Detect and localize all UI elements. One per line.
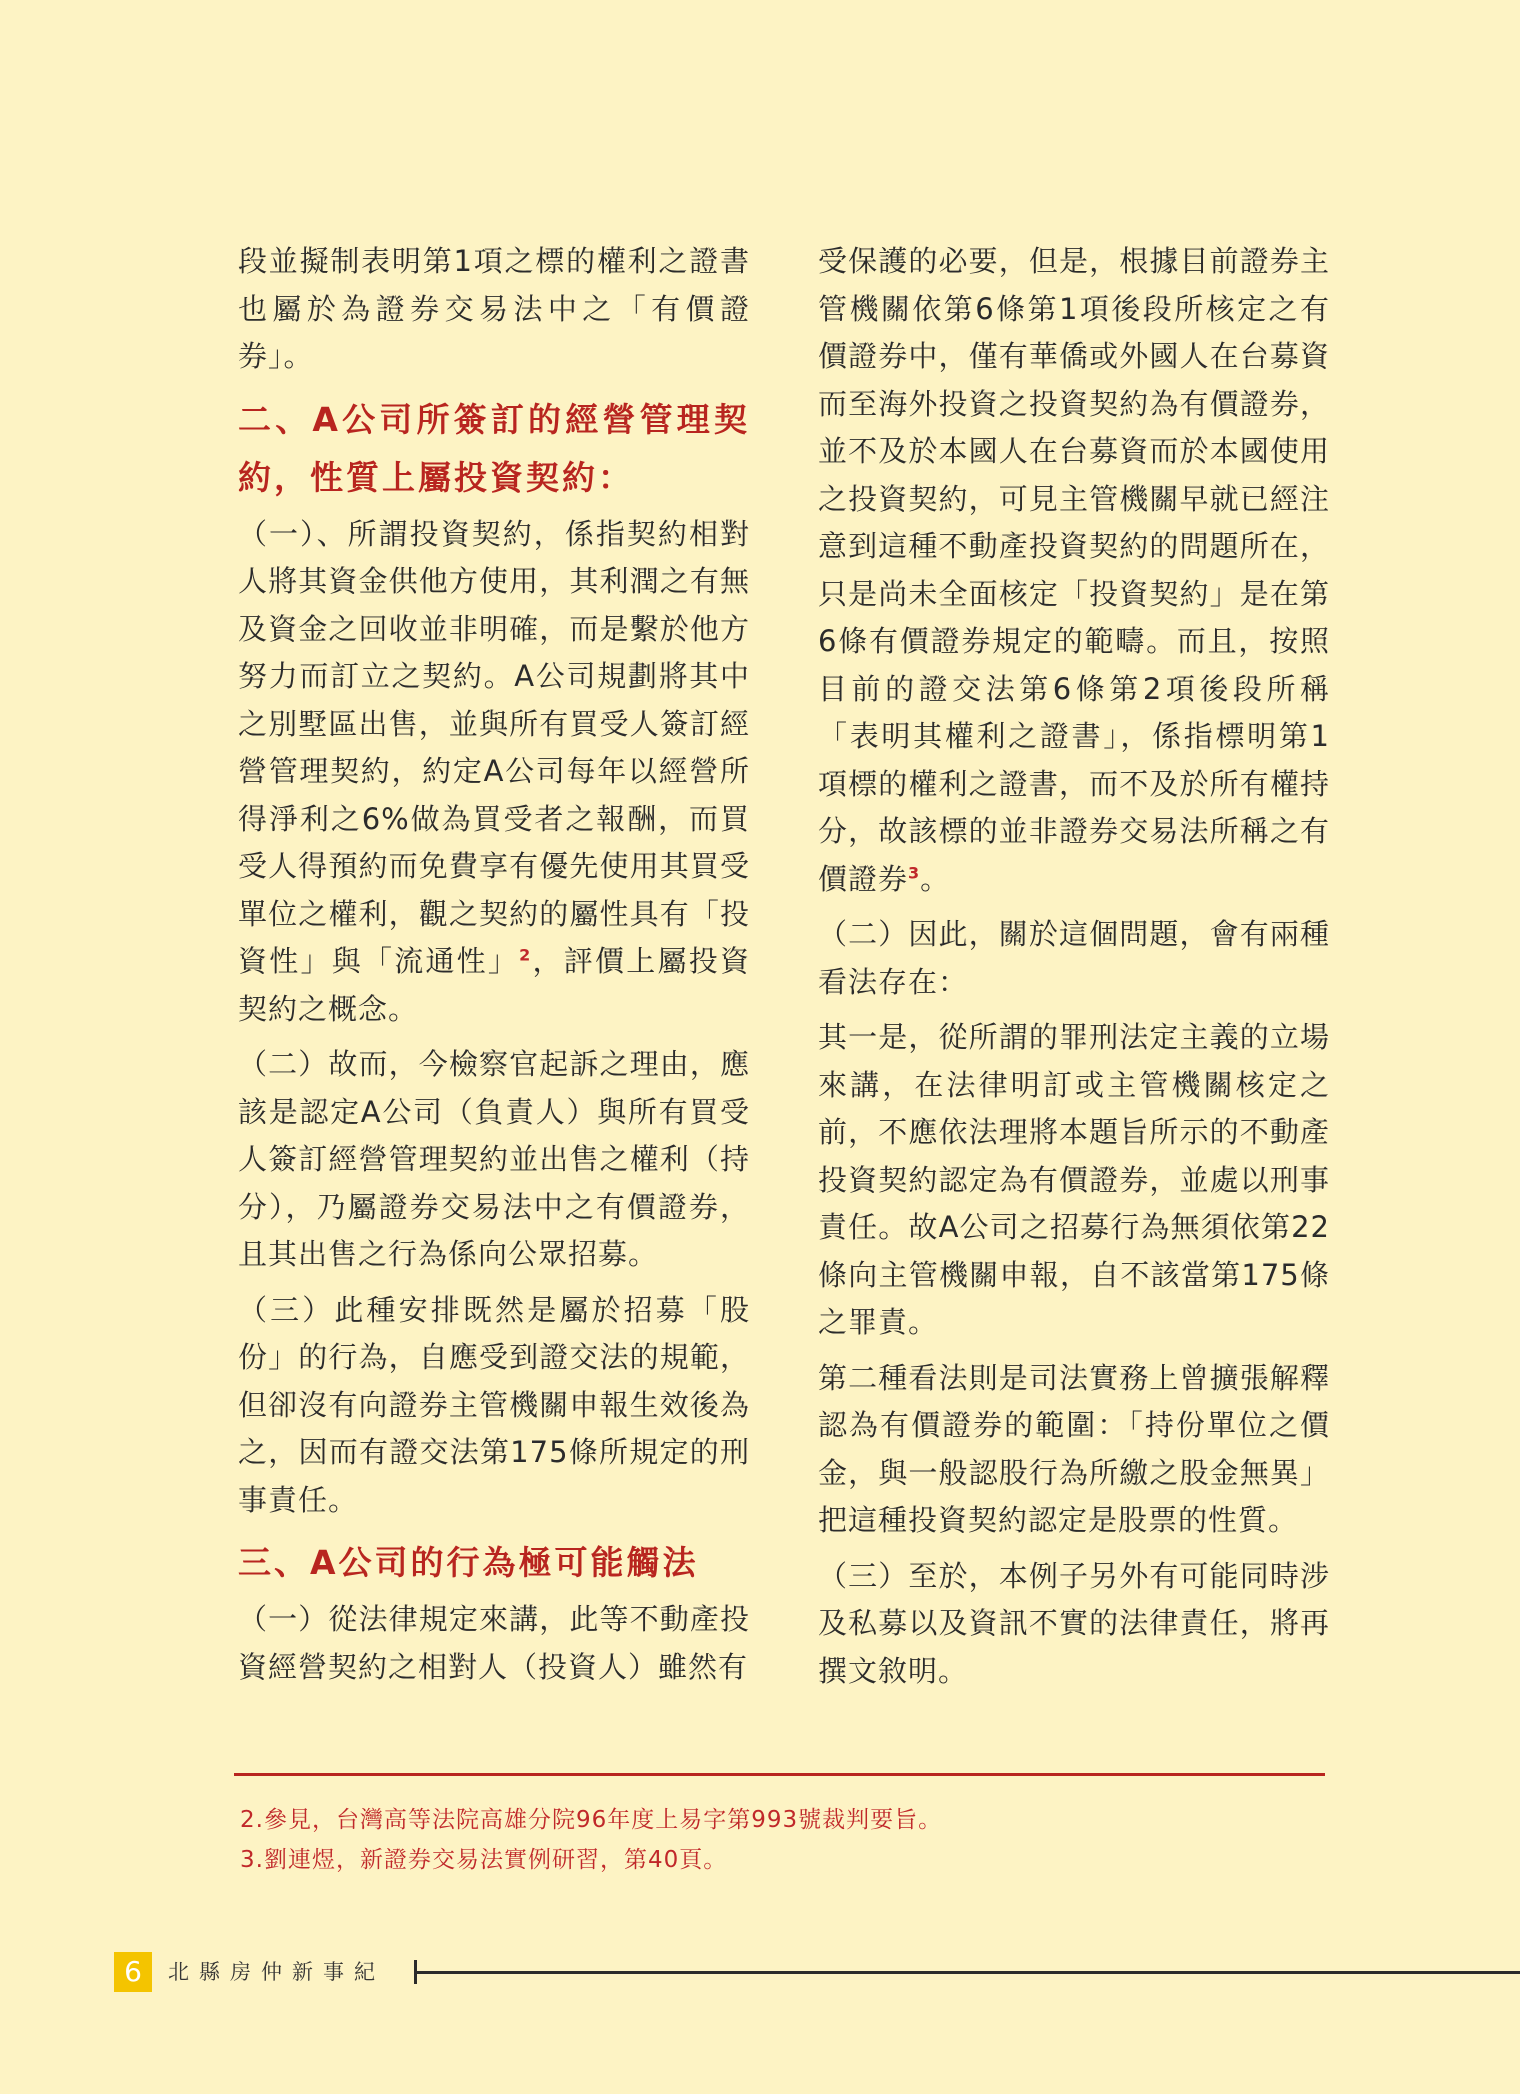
section-heading-2: 二、A公司所簽訂的經營管理契約，性質上屬投資契約： bbox=[238, 399, 750, 497]
publication-title: 北縣房仲新事紀 bbox=[168, 1960, 385, 1984]
section-heading-3: 三、A公司的行為極可能觸法 bbox=[238, 1543, 699, 1582]
footnote-divider bbox=[234, 1773, 1325, 1776]
right-column bbox=[818, 238, 1330, 1703]
paragraph: 其一是，從所謂的罪刑法定主義的立場來講，在法律明訂或主管機關核定之前，不應依法理將本題旨所示的不動產投資契約認定為有價證券，並處以刑事責任。故A公司之招募行為無須依第22條向主管機關申報，自不該當第175條之罪責。 bbox=[818, 1020, 1330, 1339]
footer-rule bbox=[414, 1971, 1520, 1974]
footnote-3: 3.劉連煜，新證券交易法實例研習，第40頁。 bbox=[240, 1847, 728, 1873]
paragraph-text: 。 bbox=[920, 861, 951, 896]
page-number: 6 bbox=[114, 1952, 152, 1992]
paragraph: （一）從法律規定來講，此等不動產投資經營契約之相對人（投資人）雖然有 bbox=[238, 1602, 750, 1684]
paragraph: 第二種看法則是司法實務上曾擴張解釋認為有價證券的範圍：「持份單位之價金，與一般認股行為所繳之股金無異」把這種投資契約認定是股票的性質。 bbox=[818, 1360, 1330, 1537]
footnote-ref-2[interactable]: 2 bbox=[519, 945, 532, 965]
paragraph: 段並擬制表明第1項之標的權利之證書也屬於為證券交易法中之「有價證券」。 bbox=[238, 244, 750, 373]
footnote-2: 2.參見，台灣高等法院高雄分院96年度上易字第993號裁判要旨。 bbox=[240, 1807, 943, 1833]
page-footer bbox=[114, 1952, 1520, 1996]
paragraph-text: （一）、所謂投資契約，係指契約相對人將其資金供他方使用，其利潤之有無及資金之回收並非明確，而是繫於他方努力而訂立之契約。A公司規劃將其中之別墅區出售，並與所有買受人簽訂經營管理契約，約定A公司每年以經營所得淨利之6%做為買受者之報酬，而買受人得預約而免費享有優先使用其買受單位之權利，觀之契約的屬性具有「投資性」與「流通性」 bbox=[238, 516, 750, 978]
paragraph: （二）故而，今檢察官起訴之理由，應該是認定A公司（負責人）與所有買受人簽訂經營管理契約並出售之權利（持分），乃屬證券交易法中之有價證券，且其出售之行為係向公眾招募。 bbox=[238, 1047, 750, 1271]
paragraph: （二）因此，關於這個問題，會有兩種看法存在： bbox=[818, 917, 1330, 999]
paragraph-text: 受保護的必要，但是，根據目前證券主管機關依第6條第1項後段所核定之有價證券中，僅有華僑或外國人在台募資而至海外投資之投資契約為有價證券，並不及於本國人在台募資而於本國使用之投資契約，可見主管機關早就已經注意到這種不動產投資契約的問題所在，只是尚未全面核定「投資契約」是在第6條有價證券規定的範疇。而且，按照目前的證交法第6條第2項後段所稱「表明其權利之證書」，係指標明第1項標的權利之證書，而不及於所有權持分，故該標的並非證券交易法所稱之有價證券 bbox=[818, 244, 1330, 896]
footnote-ref-3[interactable]: 3 bbox=[908, 862, 921, 882]
paragraph bbox=[238, 511, 750, 1034]
paragraph: （三）此種安排既然是屬於招募「股份」的行為，自應受到證交法的規範，但卻沒有向證券主管機關申報生效後為之，因而有證交法第175條所規定的刑事責任。 bbox=[238, 1292, 750, 1517]
paragraph: （三）至於，本例子另外有可能同時涉及私募以及資訊不實的法律責任，將再撰文敘明。 bbox=[818, 1558, 1330, 1688]
paragraph bbox=[818, 238, 1330, 903]
footnotes bbox=[240, 1800, 1320, 1880]
paragraph-text: ，評價上屬投資契約之概念。 bbox=[238, 944, 750, 1026]
left-column bbox=[238, 238, 750, 1699]
